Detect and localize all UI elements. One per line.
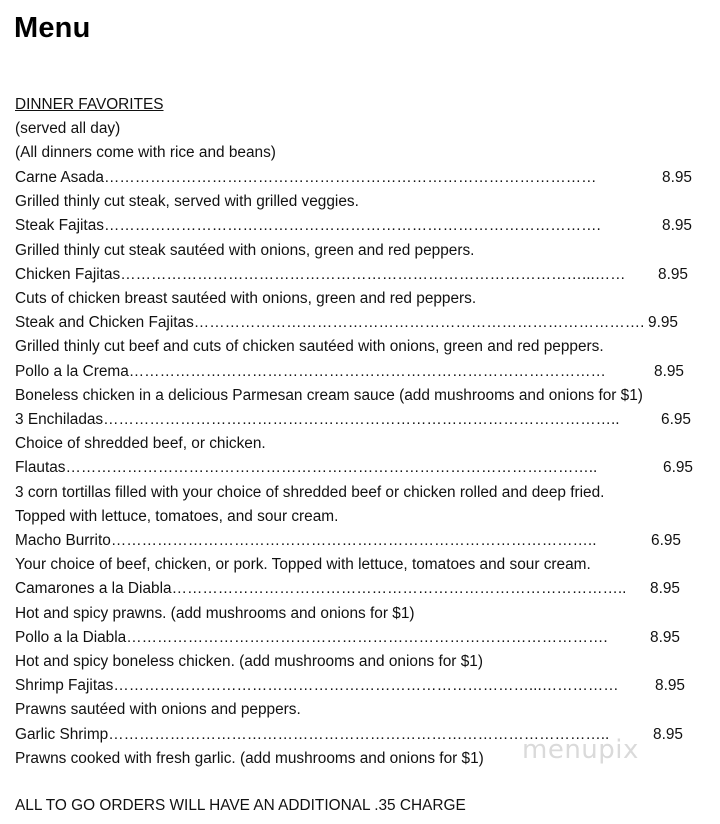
menu-item-name: Shrimp Fajitas <box>15 677 114 695</box>
dot-leader: …………………………………………………………………………………….. <box>108 725 610 743</box>
menu-item-name: Chicken Fajitas <box>15 265 121 283</box>
menu-item-description: Cuts of chicken breast sautéed with onions, green and red peppers. <box>15 290 477 307</box>
menu-item-name: Garlic Shrimp <box>15 725 109 743</box>
menu-item-description: Grilled thinly cut beef and cuts of chicken sautéed with onions, green and red peppers. <box>15 338 604 356</box>
menu-item-row <box>15 215 692 237</box>
menu-item-description-extra: Topped with lettuce, tomatoes, and sour cream. <box>15 507 339 525</box>
menu-item-price: 8.95 <box>653 725 683 743</box>
menu-item-name: Camarones a la Diabla <box>15 580 172 598</box>
menu-item-description: Grilled thinly cut steak, served with grilled veggies. <box>15 193 359 211</box>
dot-leader: …………………………………………………………………………………. <box>126 628 608 646</box>
to-go-notice: ALL TO GO ORDERS WILL HAVE AN ADDITIONAL .35 CHARGE <box>15 797 466 814</box>
menu-item-row <box>15 675 685 697</box>
menu-item-description: 3 corn tortillas filled with your choice of shredded beef or chicken rolled and deep fried. <box>15 483 605 501</box>
menu-item-description: Boneless chicken in a delicious Parmesan cream sauce (add mushrooms and onions for $1) <box>15 386 643 404</box>
menu-item-description: Prawns sautéed with onions and peppers. <box>15 701 301 719</box>
menu-item-name: 3 Enchiladas <box>15 411 104 428</box>
menu-item-price: 9.95 <box>648 314 678 332</box>
menu-item-description: Hot and spicy boneless chicken. (add mushrooms and onions for $1) <box>15 653 483 670</box>
menu-item-name: Pollo a la Diabla <box>15 628 127 646</box>
menu-item-price: 8.95 <box>650 628 680 646</box>
dot-leader: …………………………………………………………………………….. <box>171 580 627 598</box>
section-note-served: (served all day) <box>15 120 121 137</box>
menu-item-row <box>15 409 691 431</box>
menu-item-description: Choice of shredded beef, or chicken. <box>15 435 266 453</box>
dot-leader: …………………………………………………………………………………… <box>103 169 597 186</box>
menu-item-row <box>15 167 692 189</box>
menu-item-price: 8.95 <box>658 265 688 283</box>
section-note-sides: (All dinners come with rice and beans) <box>15 144 276 161</box>
menu-item-name: Carne Asada <box>15 169 104 186</box>
menu-item-name: Steak Fajitas <box>15 217 104 235</box>
menu-item-row <box>15 530 681 552</box>
menu-item-price: 6.95 <box>651 532 681 549</box>
menu-item-price: 8.95 <box>650 580 680 598</box>
menu-item-row <box>15 361 684 383</box>
dot-leader: ………………………………………………………………………………………….. <box>65 459 598 477</box>
menu-item-row <box>15 264 688 286</box>
menu-item-price: 8.95 <box>662 217 692 235</box>
dot-leader: ………………………………………………………………………………….. <box>110 532 597 549</box>
dot-leader: ……………………………………………………………………………. <box>193 314 645 332</box>
dot-leader: ………………………………………………………………………………...…… <box>120 265 626 283</box>
dot-leader: ………………………………………………………………………………… <box>128 362 606 380</box>
menu-item-price: 6.95 <box>661 411 691 428</box>
menu-item-price: 8.95 <box>654 362 684 380</box>
menu-item-row <box>15 457 693 479</box>
menu-item-row <box>15 627 680 649</box>
dot-leader: ……………………………………………………………………………………. <box>103 217 601 235</box>
dot-leader: ……………………………………………………………………………………….. <box>103 411 620 428</box>
menu-item-row <box>15 312 678 334</box>
menu-item-price: 6.95 <box>663 459 693 477</box>
menu-item-price: 8.95 <box>662 169 692 186</box>
menu-item-name: Pollo a la Crema <box>15 362 129 380</box>
page-title: Menu <box>14 12 91 44</box>
section-heading: DINNER FAVORITES <box>15 96 164 113</box>
dot-leader: ………………………………………………………………………...…………… <box>113 677 619 695</box>
menu-item-price: 8.95 <box>655 677 685 695</box>
menu-item-row <box>15 578 680 600</box>
menu-item-description: Grilled thinly cut steak sautéed with onions, green and red peppers. <box>15 241 475 259</box>
watermark-logo: menupix <box>522 735 639 765</box>
menu-item-description: Your choice of beef, chicken, or pork. Topped with lettuce, tomatoes and sour cream. <box>15 556 591 574</box>
menu-item-description: Hot and spicy prawns. (add mushrooms and onions for $1) <box>15 604 415 622</box>
menu-item-description: Prawns cooked with fresh garlic. (add mushrooms and onions for $1) <box>15 749 484 767</box>
menu-item-name: Macho Burrito <box>15 532 111 549</box>
menu-item-name: Steak and Chicken Fajitas <box>15 314 194 332</box>
menu-item-name: Flautas <box>15 459 66 477</box>
